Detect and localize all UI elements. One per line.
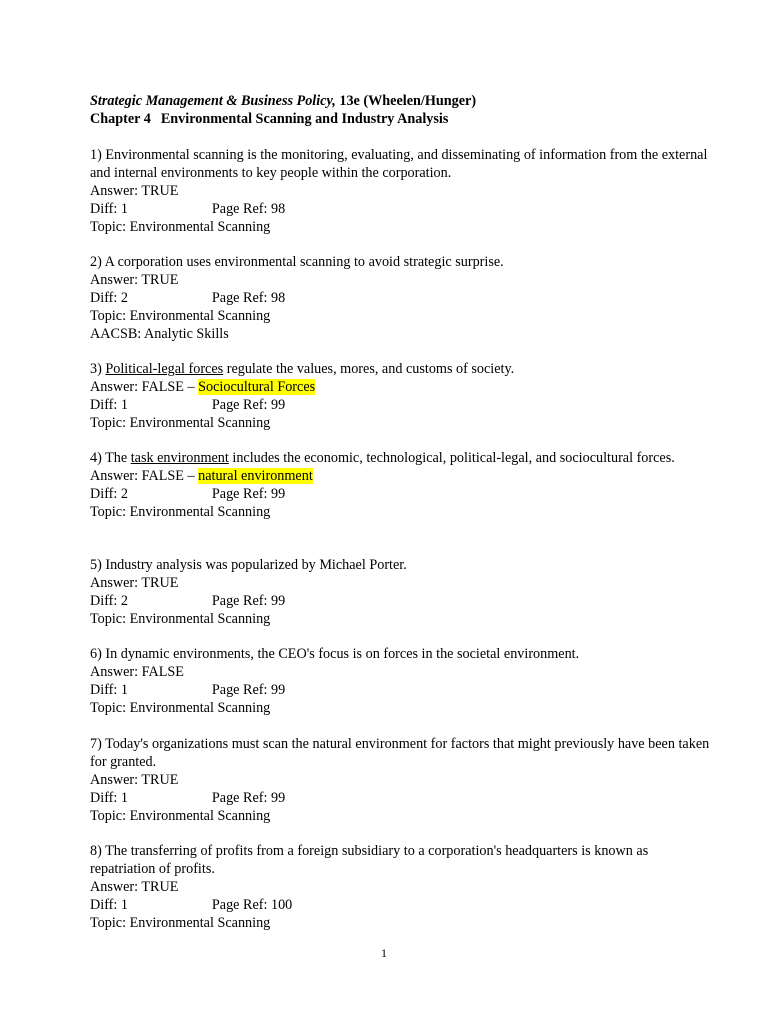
question-text: 2) A corporation uses environmental scanning to avoid strategic surprise. bbox=[90, 254, 504, 270]
diff-label: Diff: bbox=[90, 896, 121, 913]
answer-label: Answer: bbox=[90, 574, 142, 591]
topic-line bbox=[90, 504, 710, 522]
question-item bbox=[90, 736, 710, 826]
page-ref-value: 99 bbox=[270, 485, 286, 502]
question-item bbox=[90, 843, 710, 933]
book-edition: 13e (Wheelen/Hunger) bbox=[335, 93, 477, 109]
page-ref-value: 98 bbox=[270, 289, 286, 306]
question-item bbox=[90, 557, 710, 629]
page-ref-value: 98 bbox=[270, 200, 286, 217]
page-ref-label: Page Ref: bbox=[211, 592, 271, 609]
answer-value: TRUE bbox=[141, 182, 179, 199]
question-text-pre: 3) bbox=[90, 361, 106, 377]
topic-label: Topic: bbox=[90, 699, 130, 716]
diff-line bbox=[90, 201, 710, 219]
answer-value: TRUE bbox=[141, 771, 179, 788]
underlined-term: task environment bbox=[130, 450, 229, 466]
topic-label: Topic: bbox=[90, 807, 130, 824]
topic-value: Environmental Scanning bbox=[129, 218, 271, 235]
diff-label: Diff: bbox=[90, 789, 121, 806]
underlined-term: Political-legal forces bbox=[105, 361, 224, 377]
topic-value: Environmental Scanning bbox=[129, 914, 271, 931]
answer-label: Answer: bbox=[90, 663, 142, 680]
topic-value: Environmental Scanning bbox=[129, 414, 271, 431]
highlighted-correction: natural environment bbox=[198, 467, 313, 484]
question-text bbox=[90, 450, 710, 468]
chapter-heading bbox=[90, 111, 710, 129]
question-text-post: regulate the values, mores, and customs of society. bbox=[223, 361, 515, 377]
topic-value: Environmental Scanning bbox=[129, 307, 271, 324]
aacsb-value: Analytic Skills bbox=[144, 325, 229, 342]
diff-label: Diff: bbox=[90, 485, 121, 502]
diff-line bbox=[90, 593, 710, 611]
question-item bbox=[90, 646, 710, 718]
diff-value: 1 bbox=[120, 681, 128, 698]
question-text: 1) Environmental scanning is the monitoring, evaluating, and disseminating of information from the external and internal environments to key people within the corporation. bbox=[90, 147, 708, 181]
answer-value: TRUE bbox=[141, 271, 179, 288]
diff-value: 2 bbox=[120, 592, 128, 609]
topic-value: Environmental Scanning bbox=[129, 503, 271, 520]
question-text: 5) Industry analysis was popularized by Michael Porter. bbox=[90, 557, 407, 573]
topic-label: Topic: bbox=[90, 610, 130, 627]
book-title-line bbox=[90, 93, 710, 111]
diff-value: 2 bbox=[120, 289, 128, 306]
page-ref-label: Page Ref: bbox=[211, 485, 271, 502]
aacsb-label: AACSB: bbox=[90, 325, 145, 342]
answer-label: Answer: bbox=[90, 878, 142, 895]
page-ref-value: 99 bbox=[270, 396, 286, 413]
chapter-title: Environmental Scanning and Industry Analysis bbox=[160, 110, 449, 127]
page-ref-label: Page Ref: bbox=[211, 896, 271, 913]
topic-value: Environmental Scanning bbox=[129, 807, 271, 824]
topic-value: Environmental Scanning bbox=[129, 610, 271, 627]
question-text-post: includes the economic, technological, political-legal, and sociocultural forces. bbox=[228, 450, 675, 466]
answer-line bbox=[90, 379, 710, 397]
answer-line bbox=[90, 183, 710, 201]
diff-line bbox=[90, 486, 710, 504]
topic-line bbox=[90, 700, 710, 718]
answer-line bbox=[90, 468, 710, 486]
topic-line bbox=[90, 415, 710, 433]
diff-value: 1 bbox=[120, 396, 128, 413]
answer-label: Answer: bbox=[90, 378, 142, 395]
answer-label: Answer: bbox=[90, 467, 142, 484]
page-ref-label: Page Ref: bbox=[211, 681, 271, 698]
diff-line bbox=[90, 397, 710, 415]
diff-line bbox=[90, 790, 710, 808]
page-ref-value: 99 bbox=[270, 592, 286, 609]
diff-line bbox=[90, 897, 710, 915]
question-item bbox=[90, 361, 710, 433]
topic-value: Environmental Scanning bbox=[129, 699, 271, 716]
diff-line bbox=[90, 290, 710, 308]
page-number: 1 bbox=[381, 946, 387, 960]
document-header bbox=[90, 93, 710, 129]
answer-line bbox=[90, 575, 710, 593]
topic-line bbox=[90, 611, 710, 629]
topic-line bbox=[90, 308, 710, 326]
topic-label: Topic: bbox=[90, 307, 130, 324]
answer-value: FALSE bbox=[141, 663, 184, 680]
answer-label: Answer: bbox=[90, 182, 142, 199]
page-ref-label: Page Ref: bbox=[211, 789, 271, 806]
topic-label: Topic: bbox=[90, 414, 130, 431]
answer-line bbox=[90, 772, 710, 790]
highlighted-correction: Sociocultural Forces bbox=[198, 378, 316, 395]
question-item bbox=[90, 147, 710, 237]
answer-label: Answer: bbox=[90, 771, 142, 788]
question-text: 6) In dynamic environments, the CEO's focus is on forces in the societal environment. bbox=[90, 646, 580, 662]
diff-label: Diff: bbox=[90, 396, 121, 413]
topic-line bbox=[90, 915, 710, 933]
answer-line bbox=[90, 664, 710, 682]
page-ref-label: Page Ref: bbox=[211, 289, 271, 306]
question-text: 7) Today's organizations must scan the natural environment for factors that might previously have been taken for granted. bbox=[90, 736, 710, 770]
answer-value: FALSE – bbox=[141, 467, 199, 484]
topic-label: Topic: bbox=[90, 218, 130, 235]
page-ref-value: 99 bbox=[270, 789, 286, 806]
diff-value: 2 bbox=[120, 485, 128, 502]
diff-label: Diff: bbox=[90, 289, 121, 306]
diff-label: Diff: bbox=[90, 200, 121, 217]
diff-value: 1 bbox=[120, 200, 128, 217]
question-text bbox=[90, 361, 710, 379]
diff-value: 1 bbox=[120, 789, 128, 806]
answer-value: FALSE – bbox=[141, 378, 199, 395]
question-text-pre: 4) The bbox=[90, 450, 131, 466]
chapter-label: Chapter 4 bbox=[90, 110, 151, 127]
book-title: Strategic Management & Business Policy, bbox=[90, 93, 336, 109]
page-ref-value: 100 bbox=[270, 896, 293, 913]
question-item bbox=[90, 450, 710, 522]
answer-line bbox=[90, 879, 710, 897]
page-ref-value: 99 bbox=[270, 681, 286, 698]
page-ref-label: Page Ref: bbox=[211, 396, 271, 413]
question-item bbox=[90, 254, 710, 344]
diff-value: 1 bbox=[120, 896, 128, 913]
diff-label: Diff: bbox=[90, 592, 121, 609]
diff-label: Diff: bbox=[90, 681, 121, 698]
topic-line bbox=[90, 808, 710, 826]
answer-value: TRUE bbox=[141, 878, 179, 895]
answer-line bbox=[90, 272, 710, 290]
diff-line bbox=[90, 682, 710, 700]
page-ref-label: Page Ref: bbox=[211, 200, 271, 217]
topic-line bbox=[90, 219, 710, 237]
topic-label: Topic: bbox=[90, 914, 130, 931]
aacsb-line bbox=[90, 326, 710, 344]
answer-value: TRUE bbox=[141, 574, 179, 591]
answer-label: Answer: bbox=[90, 271, 142, 288]
question-text: 8) The transferring of profits from a foreign subsidiary to a corporation's headquarters is known as repatriation of profits. bbox=[90, 843, 649, 877]
topic-label: Topic: bbox=[90, 503, 130, 520]
